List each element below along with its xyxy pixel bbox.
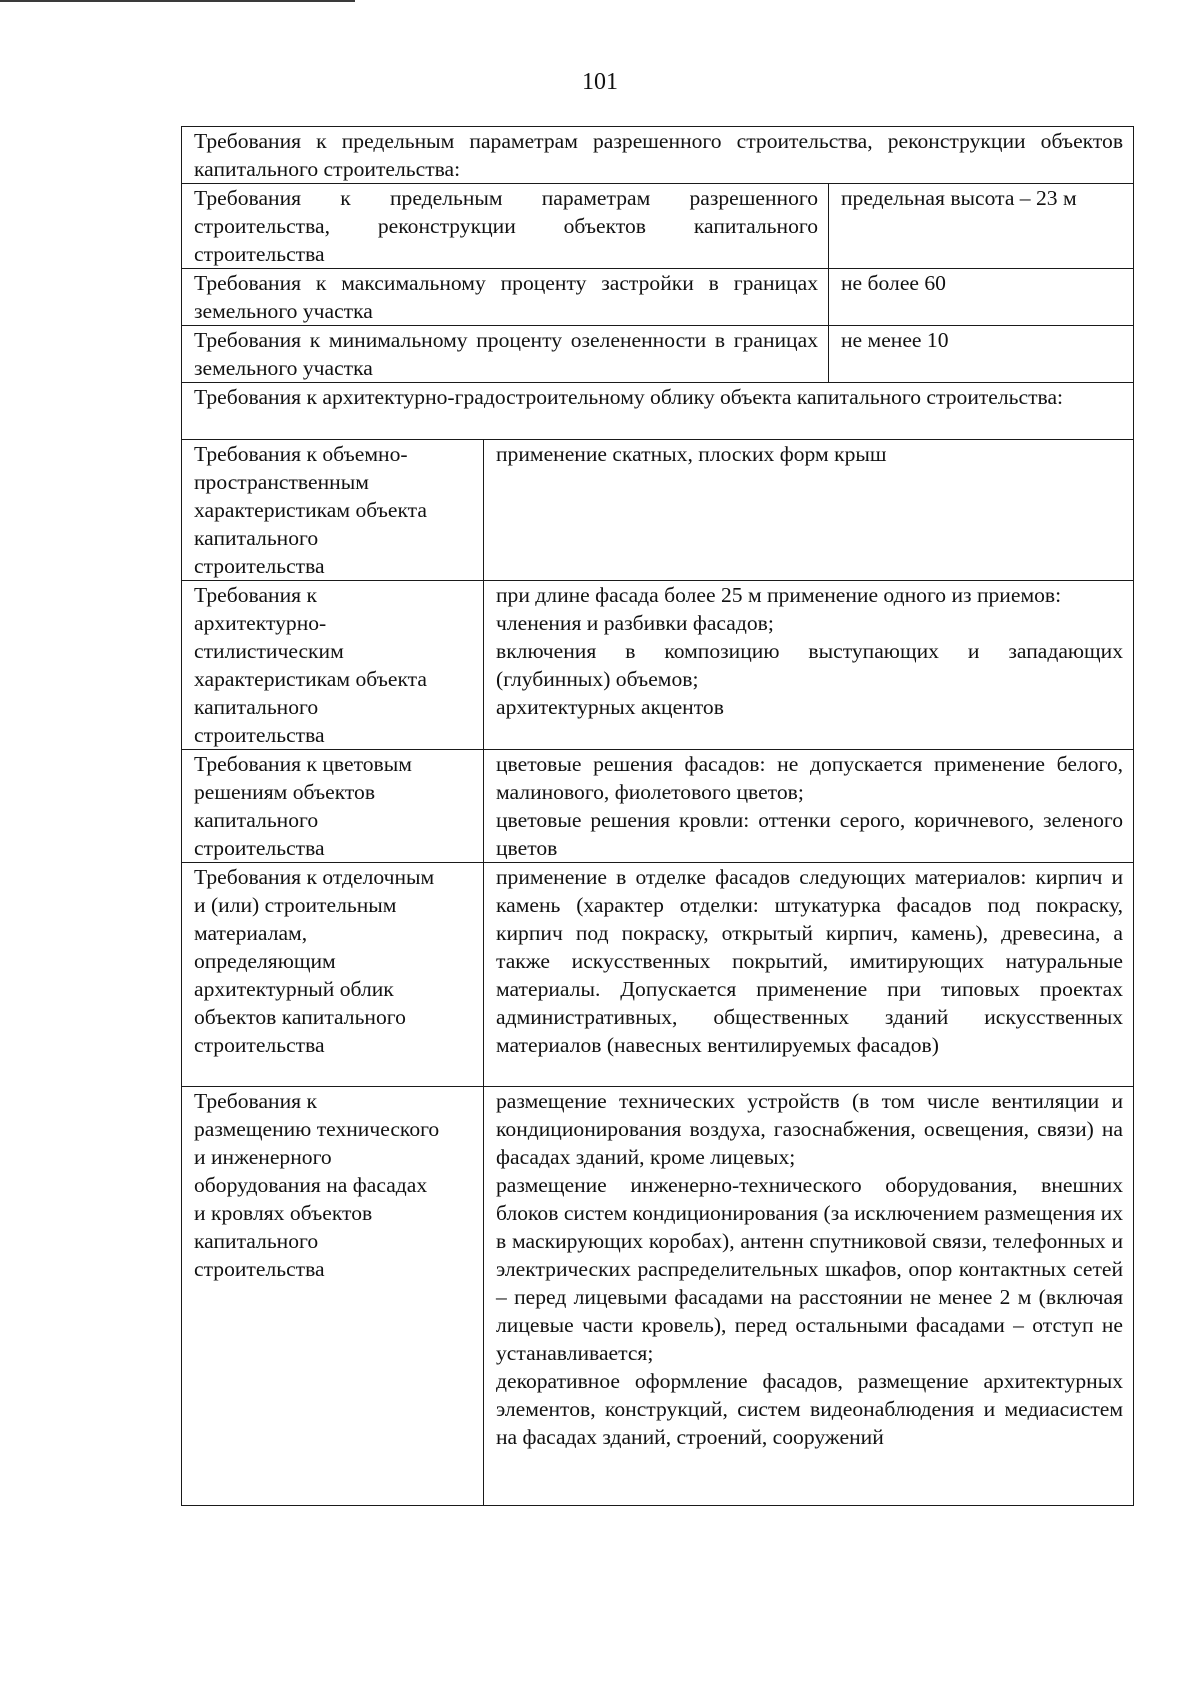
requirements-table	[181, 126, 1134, 1506]
label-line: капитального	[194, 695, 319, 719]
label-line: оборудования на фасадах	[194, 1173, 428, 1197]
label-line: размещению технического	[194, 1117, 440, 1141]
value-paragraph: цветовые решения фасадов: не допускается применение белого, малинового, фиолетового цветов;	[496, 752, 1124, 804]
row-label: Требования к предельным параметрам разрешенного строительства, реконструкции объектов капитального строительства	[182, 184, 829, 269]
row-value	[484, 863, 1134, 1087]
label-line: Требования к	[194, 1089, 317, 1113]
value-paragraph: при длине фасада более 25 м применение одного из приемов:	[496, 583, 1062, 607]
label-line: Требования к цветовым	[194, 752, 412, 776]
section-heading-row	[182, 383, 1134, 440]
scan-edge-line	[0, 0, 355, 2]
row-value: не более 60	[829, 269, 1134, 326]
label-line: и (или) строительным	[194, 893, 397, 917]
row-value: предельная высота – 23 м	[829, 184, 1134, 269]
label-line: пространственным	[194, 470, 369, 494]
label-line: характеристикам объекта	[194, 667, 427, 691]
label-line: архитектурно-	[194, 611, 327, 635]
label-line: строительства	[194, 1257, 325, 1281]
label-line: Требования к объемно-	[194, 442, 408, 466]
row-label	[182, 863, 484, 1087]
row-label: Требования к максимальному проценту застройки в границах земельного участка	[182, 269, 829, 326]
row-label	[182, 1087, 484, 1506]
row-value	[484, 581, 1134, 750]
page-number: 101	[582, 69, 618, 95]
value-paragraph: размещение технических устройств (в том числе вентиляции и кондиционирования воздуха, газоснабжения, освещения, связи) на фасадах зданий, кроме лицевых;	[496, 1089, 1124, 1169]
table-row	[182, 1087, 1134, 1506]
row-value	[484, 440, 1134, 581]
value-paragraph: членения и разбивки фасадов;	[496, 611, 774, 635]
row-label	[182, 440, 484, 581]
row-label	[182, 581, 484, 750]
label-line: Требования к	[194, 583, 317, 607]
value-paragraph: применение скатных, плоских форм крыш	[496, 442, 887, 466]
value-paragraph: архитектурных акцентов	[496, 695, 724, 719]
table-row	[182, 269, 1134, 326]
value-paragraph: размещение инженерно-технического оборудования, внешних блоков систем кондиционирования (за исключением размещения их в маскирующих коробах), антенн спутниковой связи, телефонных и электрических распределительных шкафов, опор контактных сетей – перед лицевыми фасадами на расстоянии не менее 2 м (включая лицевые части кровель), перед остальными фасадами – отступ не устанавливается;	[496, 1173, 1124, 1365]
row-value	[484, 750, 1134, 863]
label-line: капитального	[194, 526, 319, 550]
label-line: и инженерного	[194, 1145, 332, 1169]
section-heading-row	[182, 127, 1134, 184]
label-line: стилистическим	[194, 639, 344, 663]
label-line: капитального	[194, 1229, 319, 1253]
label-line: характеристикам объекта	[194, 498, 427, 522]
label-line: решениям объектов	[194, 780, 376, 804]
section-heading-limits: Требования к предельным параметрам разрешенного строительства, реконструкции объектов капитального строительства:	[182, 127, 1134, 184]
section-heading-appearance: Требования к архитектурно-градостроительному облику объекта капитального строительства:	[182, 383, 1134, 440]
label-line: объектов капитального	[194, 1005, 406, 1029]
label-line: строительства	[194, 1033, 325, 1057]
table-row	[182, 440, 1134, 581]
table-row	[182, 750, 1134, 863]
label-line: и кровлях объектов	[194, 1201, 373, 1225]
value-paragraph: цветовые решения кровли: оттенки серого, коричневого, зеленого цветов	[496, 808, 1124, 860]
label-line: определяющим	[194, 949, 336, 973]
label-line: архитектурный облик	[194, 977, 394, 1001]
table-row	[182, 863, 1134, 1087]
value-paragraph: применение в отделке фасадов следующих материалов: кирпич и камень (характер отделки: штукатурка фасадов под покраску, кирпич под покраску, открытый кирпич, камень), древесина, а также искусственных покрытий, имитирующих натуральные материалы. Допускается применение при типовых проектах административных, общественных зданий искусственных материалов (навесных вентилируемых фасадов)	[496, 865, 1124, 1057]
label-line: капитального	[194, 808, 319, 832]
label-line: строительства	[194, 554, 325, 578]
label-line: Требования к отделочным	[194, 865, 435, 889]
table-row	[182, 581, 1134, 750]
row-value: не менее 10	[829, 326, 1134, 383]
value-paragraph: включения в композицию выступающих и западающих (глубинных) объемов;	[496, 639, 1124, 691]
table-row	[182, 326, 1134, 383]
row-label: Требования к минимальному проценту озелененности в границах земельного участка	[182, 326, 829, 383]
row-value	[484, 1087, 1134, 1506]
label-line: строительства	[194, 836, 325, 860]
table-row	[182, 184, 1134, 269]
label-line: строительства	[194, 723, 325, 747]
value-paragraph: декоративное оформление фасадов, размещение архитектурных элементов, конструкций, систем видеонаблюдения и медиасистем на фасадах зданий, строений, сооружений	[496, 1369, 1124, 1449]
label-line: материалам,	[194, 921, 308, 945]
row-label	[182, 750, 484, 863]
